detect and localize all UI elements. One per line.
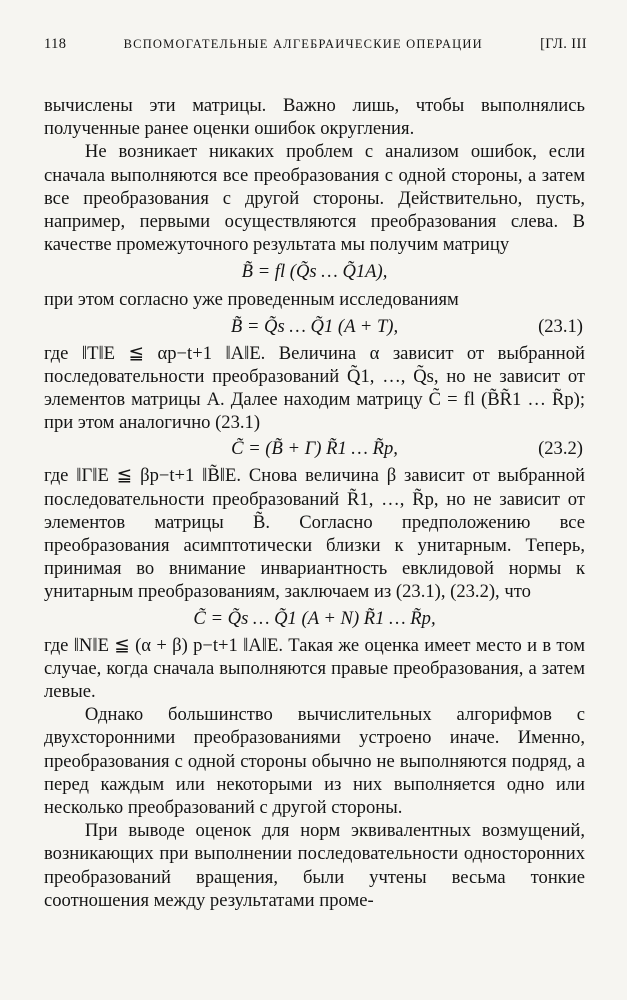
page-number: 118 [44,36,67,52]
equation-number: (23.2) [538,438,583,460]
equation [44,313,585,340]
paragraph: При выводе оценок для норм эквивалентных возмущений, возникающих при выполнении последовательности односторонних преобразований вращения, были учтены весьма тонкие соотношения между результатами проме- [44,820,585,911]
paragraph: вычислены эти матрицы. Важно лишь, чтобы выполнялись полученные ранее оценки ошибок округления. [44,95,585,140]
page-body [44,94,585,912]
running-title: ВСПОМОГАТЕЛЬНЫЕ АЛГЕБРАИЧЕСКИЕ ОПЕРАЦИИ [123,37,483,51]
equation [44,605,585,632]
paragraph: где ‖T‖E ≦ αp−t+1 ‖A‖E. Величина α зависит от выбранной последовательности преобразований Q̃1, …, Q̃s, но не зависит от элементов матрицы A. Далее находим матрицу C̃ = fl (B̃R̃1 … R̃p); при этом аналогично (23.1) [44,342,585,434]
equation [44,258,585,285]
equation [44,435,585,462]
equation-text: C̃ = (B̃ + Γ) R̃1 … R̃p, [231,438,398,460]
equation-text: B̃ = fl (Q̃s … Q̃1A), [241,261,388,283]
paragraph: при этом согласно уже проведенным исследованиям [44,289,459,311]
paragraph: Не возникает никаких проблем с анализом ошибок, если сначала выполняются все преобразования с одной стороны, а затем все преобразования с другой стороны. Действительно, пусть, например, первыми осуществляются преобразования слева. В качестве промежуточного результата мы получим матрицу [44,141,585,256]
paragraph: где ‖N‖E ≦ (α + β) p−t+1 ‖A‖E. Такая же оценка имеет место и в том случае, когда сначала выполняются правые преобразования, а затем левые. [44,634,585,703]
equation-number: (23.1) [538,315,583,337]
page-header [44,36,587,53]
paragraph: где ‖Γ‖E ≦ βp−t+1 ‖B̃‖E. Снова величина β зависит от выбранной последовательности преобразований R̃1, …, R̃p, но не зависит от элементов матрицы B̃. Согласно предположению все преобразования асимптотически близки к унитарным. Теперь, принимая во внимание инвариантность евклидовой нормы к унитарным преобразованиям, заключаем из (23.1), (23.2), что [44,465,585,603]
paragraph: Однако большинство вычислительных алгорифмов с двухсторонними преобразованиями устроено иначе. Именно, преобразования с одной стороны обычно не выполняются подряд, а перед каждым или некоторыми из них выполняется одно или несколько преобразований с другой стороны. [44,704,585,819]
chapter-label: [ГЛ. III [540,36,587,52]
equation-text: B̃ = Q̃s … Q̃1 (A + T), [230,315,399,337]
equation-text: C̃ = Q̃s … Q̃1 (A + N) R̃1 … R̃p, [193,607,436,629]
